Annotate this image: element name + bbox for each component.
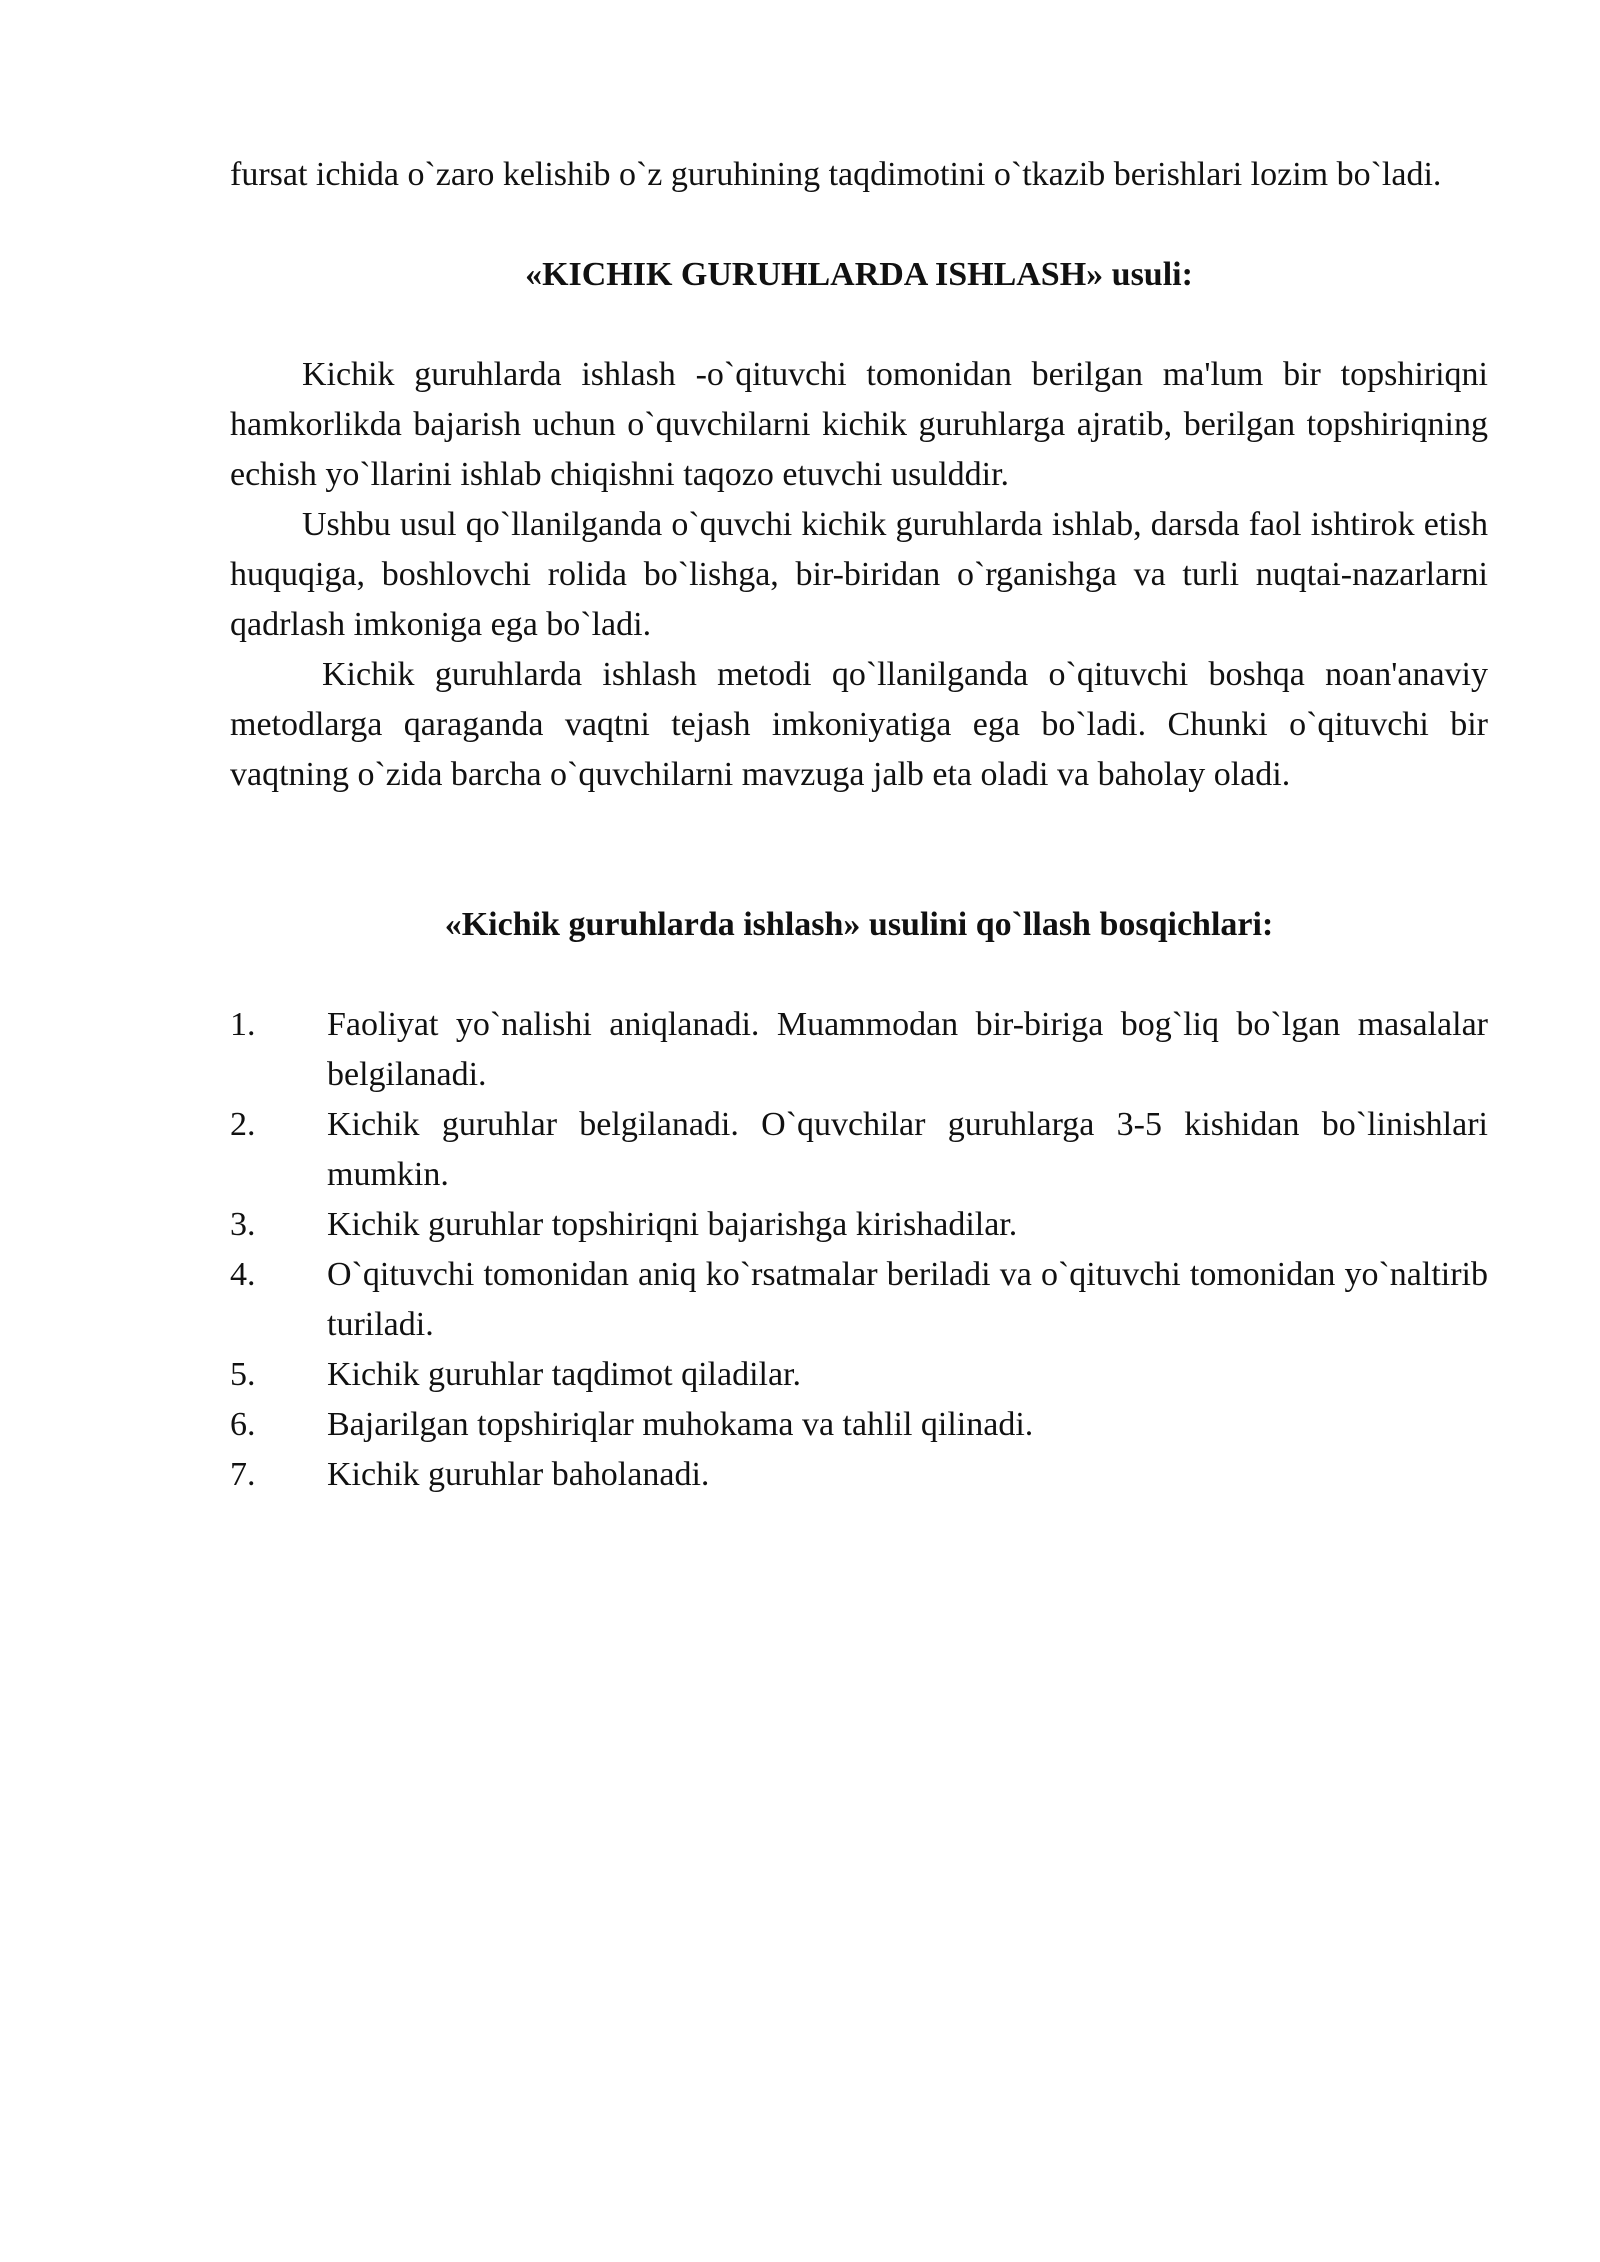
section-heading-steps: «Kichik guruhlarda ishlash» usulini qo`llash bosqichlari:: [444, 906, 1274, 943]
paragraph-advantage: Kichik guruhlarda ishlash metodi qo`llanilganda o`qituvchi boshqa noan'anaviy metodlarga qaraganda vaqtni tejash imkoniyatiga ega bo`ladi. Chunki o`qituvchi bir vaqtning o`zida barcha o`quvchilarni mavzuga jalb eta oladi va baholay oladi.: [230, 656, 1488, 793]
list-item-number: 6.: [230, 1406, 256, 1443]
list-item-number: 7.: [230, 1456, 256, 1493]
list-item-text: Kichik guruhlar belgilanadi. O`quvchilar guruhlarga 3-5 kishidan bo`linishlari mumkin.: [327, 1106, 1488, 1193]
paragraph-usage: Ushbu usul qo`llanilganda o`quvchi kichik guruhlarda ishlab, darsda faol ishtirok etish huquqiga, boshlovchi rolida bo`lishga, bir-biridan o`rganishga va turli nuqtai-nazarlarni qadrlash imkoniga ega bo`ladi.: [230, 506, 1488, 643]
list-item-number: 4.: [230, 1256, 256, 1293]
document-page: [230, 150, 1488, 1500]
list-item: [230, 1250, 1488, 1350]
list-item: [230, 1400, 1488, 1450]
list-item-text: Bajarilgan topshiriqlar muhokama va tahlil qilinadi.: [327, 1406, 1034, 1443]
list-item-text: Faoliyat yo`nalishi aniqlanadi. Muammodan bir-biriga bog`liq bo`lgan masalalar belgilanadi.: [327, 1006, 1488, 1093]
steps-list: [230, 1000, 1488, 1500]
list-item: [230, 1350, 1488, 1400]
list-item: [230, 1450, 1488, 1500]
paragraph-definition: Kichik guruhlarda ishlash -o`qituvchi tomonidan berilgan ma'lum bir topshiriqni hamkorlikda bajarish uchun o`quvchilarni kichik guruhlarga ajratib, berilgan topshiriqning echish yo`llarini ishlab chiqishni taqozo etuvchi usulddir.: [230, 356, 1488, 493]
list-item-number: 3.: [230, 1206, 256, 1243]
list-item: [230, 1200, 1488, 1250]
section-heading-method: «KICHIK GURUHLARDA ISHLASH» usuli:: [525, 256, 1193, 293]
list-item-text: Kichik guruhlar baholanadi.: [327, 1456, 710, 1493]
list-item-text: Kichik guruhlar taqdimot qiladilar.: [327, 1356, 802, 1393]
list-item-number: 2.: [230, 1106, 256, 1143]
list-item-number: 5.: [230, 1356, 256, 1393]
list-item-text: Kichik guruhlar topshiriqni bajarishga kirishadilar.: [327, 1206, 1018, 1243]
list-item: [230, 1100, 1488, 1200]
list-item-text: O`qituvchi tomonidan aniq ko`rsatmalar beriladi va o`qituvchi tomonidan yo`naltirib turiladi.: [327, 1256, 1488, 1343]
list-item: [230, 1000, 1488, 1100]
intro-paragraph: fursat ichida o`zaro kelishib o`z guruhining taqdimotini o`tkazib berishlari lozim bo`ladi.: [230, 156, 1442, 193]
list-item-number: 1.: [230, 1006, 256, 1043]
